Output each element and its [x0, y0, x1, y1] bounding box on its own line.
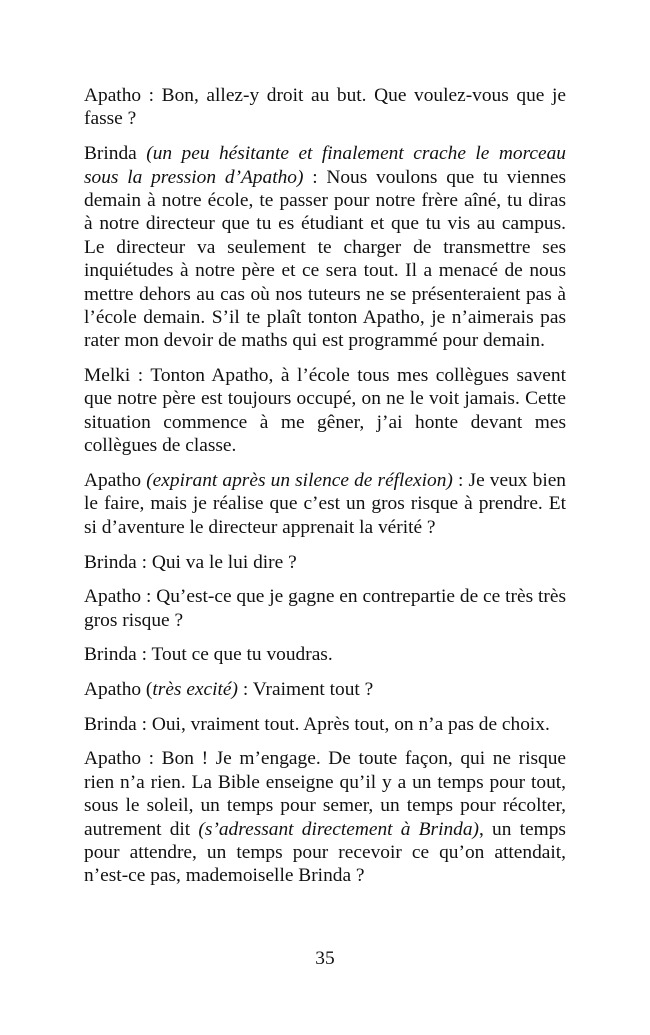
paragraph-8-text: : Vraiment tout ?	[237, 679, 374, 701]
paragraph-5-text: Brinda : Qui va le lui dire ?	[84, 551, 297, 573]
dialogue-paragraph-2	[84, 142, 566, 353]
paragraph-4-text: : Je veux bien le faire, mais je réalise que c’est un gros risque à prendre. Et si d’aventure le directeur apprenait la vérité ?	[84, 469, 567, 538]
dialogue-paragraph-4	[84, 469, 566, 539]
dialogue-paragraph-5	[84, 551, 566, 574]
paragraph-7-text: Brinda : Tout ce que tu voudras.	[84, 644, 333, 666]
dialogue-paragraph-6	[84, 585, 566, 632]
dialogue-paragraph-7	[84, 643, 566, 666]
paragraph-2-text: : Nous voulons que tu viennes demain à notre école, te passer pour notre frère aîné, tu diras à notre directeur que tu es étudiant et que tu vis au campus. Le directeur va seulement te charger de transmettre ses inquiétudes à notre père et ce sera tout. Il a menacé de nous mettre dehors au cas où nos tuteurs ne se présenteraient pas à l’école demain. S’il te plaît tonton Apatho, je n’aimerais pas rater mon devoir de maths qui est programmé pour demain.	[84, 166, 567, 352]
dialogue-paragraph-10	[84, 747, 566, 887]
dialogue-paragraph-8	[84, 678, 566, 701]
paragraph-2-stage-direction: (un peu hésitante et finalement crache le morceau sous la pression d’Apatho)	[84, 143, 566, 188]
page-number: 35	[315, 948, 335, 969]
dialogue-paragraph-3	[84, 364, 566, 458]
paragraph-10-text-end: , un temps pour attendre, un temps pour recevoir ce qu’on attendait, n’est-ce pas, mademoiselle Brinda ?	[84, 818, 566, 887]
paragraph-8-stage-direction: très excité)	[152, 679, 238, 701]
paragraph-2-speaker: Brinda	[84, 143, 147, 165]
paragraph-10-text-start: Apatho : Bon ! Je m’engage. De toute façon, qui ne risque rien n’a rien. La Bible enseigne qu’il y a un temps pour tout, sous le soleil, un temps pour semer, un temps pour récolter, autrement dit	[84, 748, 566, 840]
paragraph-1-text: Apatho : Bon, allez-y droit au but. Que voulez-vous que je fasse ?	[84, 85, 566, 130]
paragraph-9-text: Brinda : Oui, vraiment tout. Après tout, on n’a pas de choix.	[84, 713, 550, 735]
paragraph-6-text: Apatho : Qu’est-ce que je gagne en contrepartie de ce très très gros risque ?	[84, 586, 566, 631]
dialogue-paragraph-1	[84, 84, 566, 131]
book-page-body	[84, 84, 566, 899]
paragraph-10-stage-direction: (s’adressant directement à Brinda)	[198, 818, 479, 840]
paragraph-4-speaker: Apatho	[84, 469, 147, 491]
paragraph-3-text: Melki : Tonton Apatho, à l’école tous mes collègues savent que notre père est toujours occupé, on ne le voit jamais. Cette situation commence à me gêner, j’ai honte devant mes collègues de classe.	[84, 365, 566, 457]
paragraph-4-stage-direction: (expirant après un silence de réflexion)	[146, 469, 453, 491]
dialogue-paragraph-9	[84, 713, 566, 736]
paragraph-8-speaker: Apatho (	[84, 679, 153, 701]
